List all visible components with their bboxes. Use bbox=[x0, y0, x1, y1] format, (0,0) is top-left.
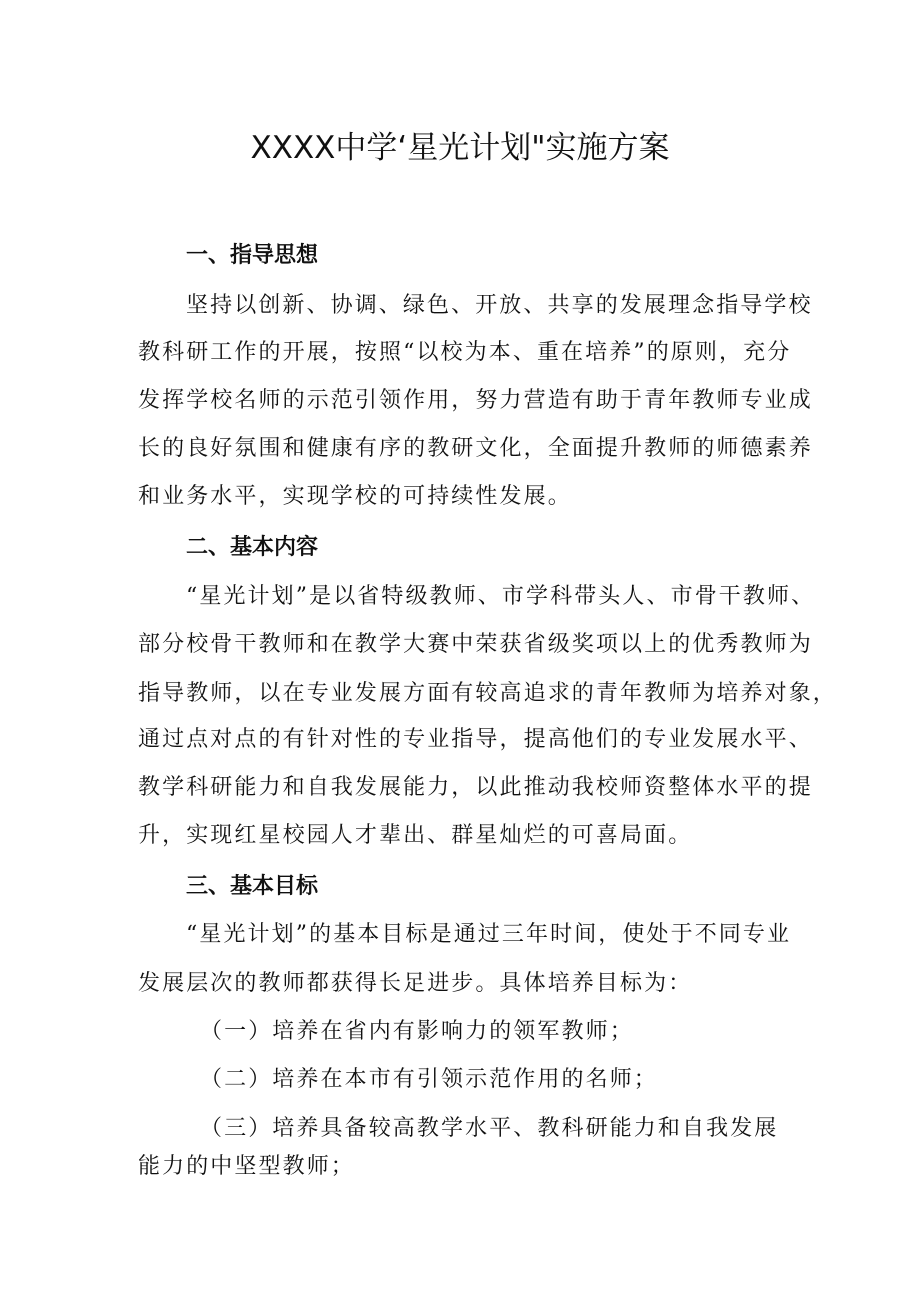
section-heading-guiding-ideology: 一、指导思想 bbox=[186, 243, 319, 268]
page-title: XXXX中学‘星光计划"实施方案 bbox=[250, 130, 670, 166]
section-heading-basic-goals: 三、基本目标 bbox=[186, 874, 319, 899]
paragraph-line: “星光计划”是以省特级教师、市学科带头人、市骨干教师、 bbox=[186, 584, 816, 609]
paragraph-line: 和业务水平，实现学校的可持续性发展。 bbox=[138, 484, 572, 509]
paragraph-line: 通过点对点的有针对性的专业指导，提高他们的专业发展水平、 bbox=[138, 727, 813, 752]
paragraph-line: 坚持以创新、协调、绿色、开放、共享的发展理念指导学校 bbox=[186, 293, 813, 318]
goal-item-3-continuation: 能力的中坚型教师； bbox=[138, 1154, 355, 1179]
paragraph-line: 教学科研能力和自我发展能力，以此推动我校师资整体水平的提 bbox=[138, 775, 813, 800]
paragraph-line: 升，实现红星校园人才辈出、群星灿烂的可喜局面。 bbox=[138, 823, 693, 848]
goal-item-3: （三）培养具备较高教学水平、教科研能力和自我发展 bbox=[200, 1116, 779, 1141]
goal-item-2: （二）培养在本市有引领示范作用的名师； bbox=[200, 1067, 658, 1092]
paragraph-line: 发展层次的教师都获得长足进步。具体培养目标为： bbox=[138, 971, 693, 996]
paragraph-line: 长的良好氛围和健康有序的教研文化，全面提升教师的师德素养 bbox=[138, 436, 813, 461]
section-heading-basic-content: 二、基本内容 bbox=[186, 535, 319, 560]
goal-item-1: （一）培养在省内有影响力的领军教师； bbox=[200, 1019, 634, 1044]
paragraph-line: 指导教师，以在专业发展方面有较高追求的青年教师为培养对象， bbox=[138, 681, 837, 706]
paragraph-line: “星光计划”的基本目标是通过三年时间，使处于不同专业 bbox=[186, 922, 792, 947]
paragraph-line: 部分校骨干教师和在教学大赛中荣获省级奖项以上的优秀教师为 bbox=[138, 632, 813, 657]
paragraph-line: 发挥学校名师的示范引领作用，努力营造有助于青年教师专业成 bbox=[138, 388, 813, 413]
paragraph-line: 教科研工作的开展，按照“以校为本、重在培养”的原则，充分 bbox=[138, 340, 792, 365]
